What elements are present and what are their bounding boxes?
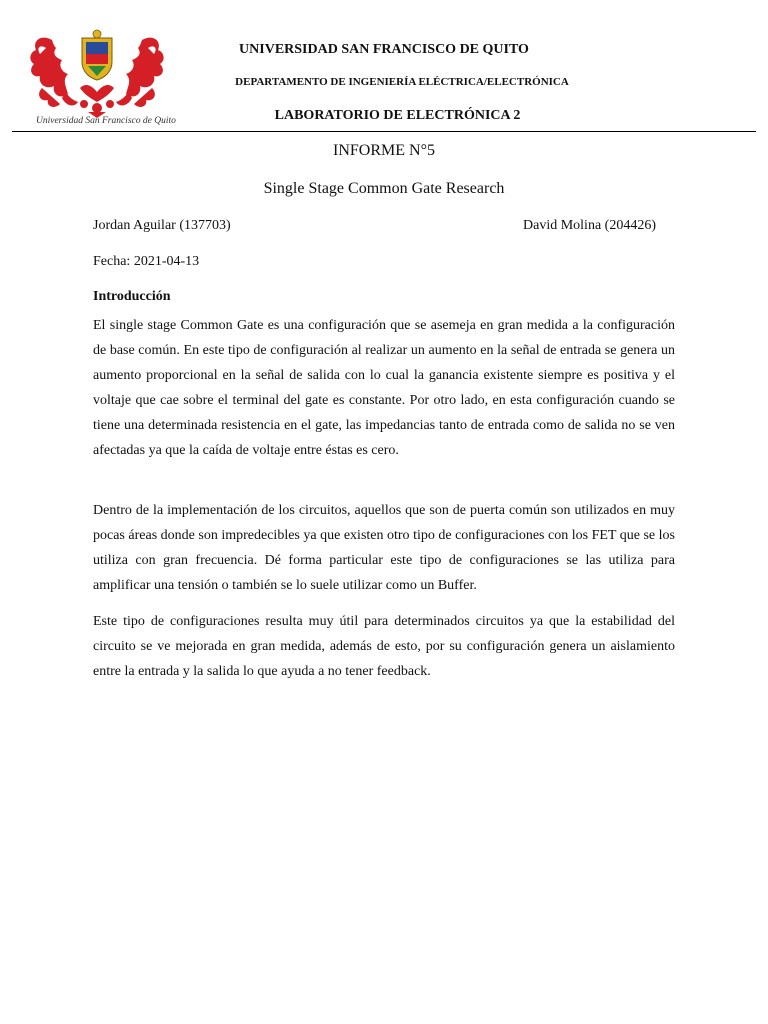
department-name: [0, 76, 768, 88]
author-right: David Molina (204426): [523, 218, 656, 233]
report-title: INFORME N°5: [333, 142, 435, 159]
header-divider: [12, 131, 756, 132]
report-date: Fecha: 2021-04-13: [93, 254, 200, 269]
logo-caption: Universidad San Francisco de Quito: [36, 116, 176, 126]
section-heading-introduccion: Introducción: [93, 289, 171, 304]
lab-name-text: LABORATORIO DE ELECTRÓNICA 2: [274, 108, 521, 123]
intro-paragraph: Este tipo de configuraciones resulta muy útil para determinados circuitos ya que la estabilidad del circuito se ve mejorada en gran medida, además de esto, por su configuración genera un aislamiento entre la entrada y la salida lo que ayuda a no tener feedback.: [93, 614, 675, 679]
intro-paragraph: Dentro de la implementación de los circuitos, aquellos que son de puerta común son utilizados en muy pocas áreas donde son impredecibles ya que existen otro tipo de configuraciones con los FET que se los utiliza con gran frecuencia. Dé forma particular este tipo de configuraciones se las utiliza para amplificar una tensión o también se lo suele utilizar como un Buffer.: [93, 503, 675, 593]
university-name-text: UNIVERSIDAD SAN FRANCISCO DE QUITO: [239, 42, 529, 57]
university-name: [0, 42, 768, 58]
report-subtitle: Single Stage Common Gate Research: [263, 180, 505, 197]
author-left: Jordan Aguilar (137703): [93, 218, 231, 233]
intro-paragraph: El single stage Common Gate es una configuración que se asemeja en gran medida a la configuración de base común. En este tipo de configuración al realizar un aumento en la señal de entrada se genera un aumento proporcional en la señal de salida con lo cual la ganancia existente siempre es positiva y el voltaje que cae sobre el terminal del gate es constante. Por otro lado, en esta configuración cuando se tiene una determinada resistencia en el gate, las impedancias tanto de entrada como de salida no se ven afectadas ya que la caída de voltaje entre éstas es cero.: [93, 318, 675, 458]
department-name-text: DEPARTAMENTO DE INGENIERÍA ELÉCTRICA/ELECTRÓNICA: [235, 76, 569, 88]
lab-name: [0, 108, 768, 124]
